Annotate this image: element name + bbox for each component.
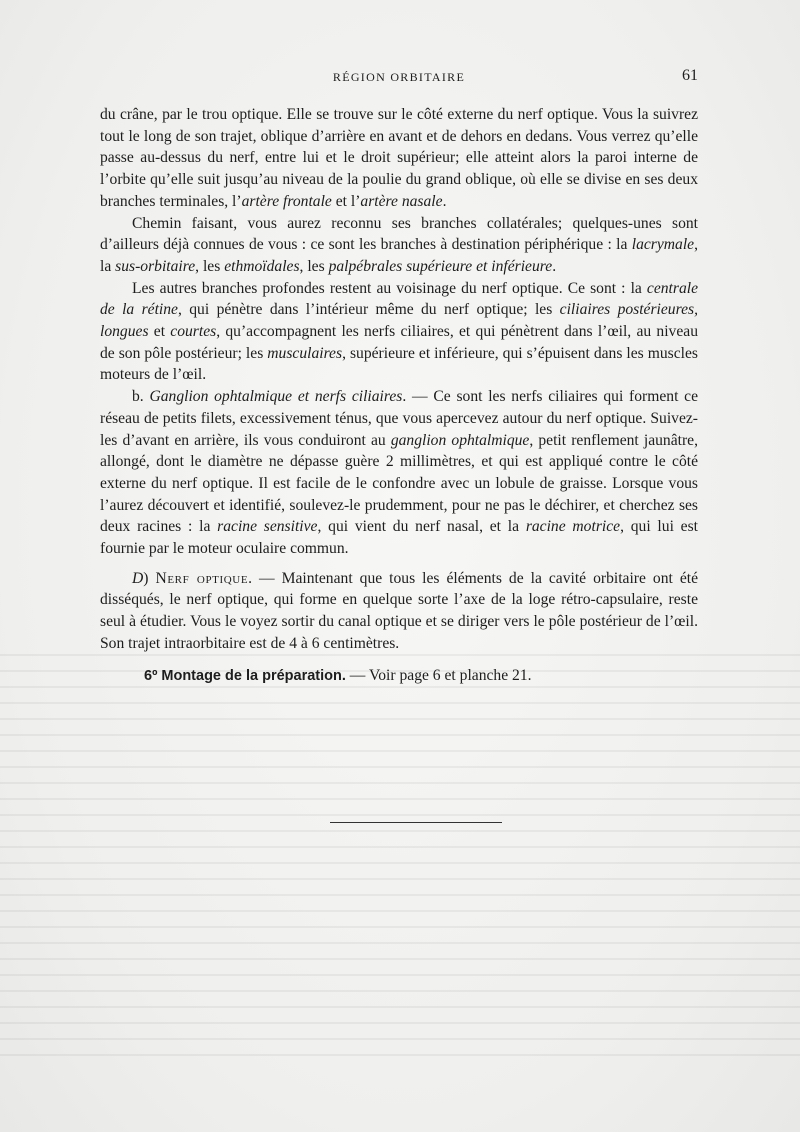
show-through-texture (0, 640, 800, 1060)
text-run: . (442, 192, 447, 210)
text-run: , petit renflement jaunâtre, allongé, dont le diamètre ne dépasse guère 2 millimètres, et qui est appliqué contre le côté externe du nerf optique. Il est facile de le confondre avec un lobule de graisse. Lorsque vous l’aurez découvert et identifié, soulevez-le prudemment, pour ne pas le déchirer, et cherchez ses deux racines : la (100, 431, 698, 536)
text-run: , qui lui est fournie par le moteur oculaire commun. (100, 518, 698, 558)
text-run: Chemin faisant, vous aurez reconnu ses branches collatérales; quelques-unes sont d’ailleurs déjà connues de vous : ce sont les branches à destination périphérique : la (100, 214, 698, 254)
running-title: RÉGION ORBITAIRE (332, 70, 466, 84)
text-run: ) (143, 569, 156, 587)
italic-term: racine motrice (525, 518, 621, 536)
paragraph-deep-branches (100, 278, 698, 387)
section-letter: D (132, 569, 144, 587)
text-run: , qui pénètre dans l’intérieur même du nerf optique; les (177, 301, 560, 319)
text-run: et l’ (331, 192, 361, 210)
text-run: , qui vient du nerf nasal, et la (317, 518, 526, 536)
paragraph-mounting (100, 665, 698, 688)
text-run: b. (132, 388, 150, 406)
text-run: . — Ce sont les nerfs ciliaires qui forment ce réseau de petits filets, excessivement ténus, que vous apercevez autour du nerf optique. Suivez-les d’avant en arrière, ils vous conduiront au (100, 388, 698, 449)
text-run: Les autres branches profondes restent au voisinage du nerf optique. Ce sont : la (132, 279, 647, 297)
section-heading: Nerf optique (155, 569, 249, 587)
italic-term: artère nasale (360, 192, 443, 210)
text-run: , qu’accompagnent les nerfs ciliaires, et qui pénètrent dans l’œil, au niveau de son pôle postérieur; les (100, 323, 698, 362)
text-run: . — Maintenant que tous les éléments de la cavité orbitaire ont été disséqués, le nerf optique, qui forme en quelque sorte l’axe de la loge rétro-capsulaire, reste seul à étudier. Vous le voyez sortir du canal optique et se diriger vers le pôle postérieur de l’œil. Son trajet intraorbitaire est de 4 à 6 centimètres. (100, 569, 698, 652)
paragraph-ciliary-ganglion (100, 386, 698, 560)
italic-term: palpébrales supérieure et inférieure (328, 257, 553, 275)
paragraph-collateral-branches (100, 213, 698, 278)
italic-term: sus-orbitaire (115, 257, 196, 275)
italic-term: musculaires (267, 344, 343, 362)
italic-term: racine sensitive (217, 518, 318, 536)
italic-term: ganglion ophtalmique (390, 431, 530, 449)
text-run: . (552, 257, 557, 275)
end-rule (330, 822, 502, 823)
text-run: , la (100, 236, 698, 275)
text-run: , supérieure et inférieure, qui s’épuisent dans les muscles moteurs de l’œil. (100, 344, 698, 384)
italic-term: ethmoïdales (224, 257, 300, 275)
italic-term: lacrymale (631, 236, 695, 254)
italic-term: ciliaires postérieures, longues (100, 301, 698, 341)
italic-term: courtes (170, 323, 217, 341)
italic-term: centrale de la rétine (100, 279, 698, 319)
page-number: 61 (682, 67, 698, 84)
italic-term: artère frontale (241, 192, 332, 210)
text-run: et (148, 323, 171, 341)
paragraph-optic-nerve (100, 568, 698, 655)
text-run: , les (195, 257, 225, 275)
section-heading-bold: 6º Montage de la préparation. (144, 667, 346, 684)
italic-heading: Ganglion ophtalmique et nerfs ciliaires (149, 388, 403, 406)
body-text (100, 104, 698, 687)
text-run: du crâne, par le trou optique. Elle se trouve sur le côté externe du nerf optique. Vous la suivrez tout le long de son trajet, oblique d’arrière en avant et de dehors en dedans. Vous verrez qu’elle passe au-dessus du nerf, entre lui et le droit supérieur; elle atteint alors la paroi interne de l’orbite qu’elle suit jusqu’au niveau de la poulie du grand oblique, où elle se divise en ses deux branches terminales, l’ (100, 106, 698, 210)
page-header (100, 68, 698, 88)
paragraph-ophthalmic-artery-course (100, 104, 698, 213)
text-run: — Voir page 6 et planche 21. (345, 666, 532, 684)
text-run: , les (299, 257, 329, 275)
